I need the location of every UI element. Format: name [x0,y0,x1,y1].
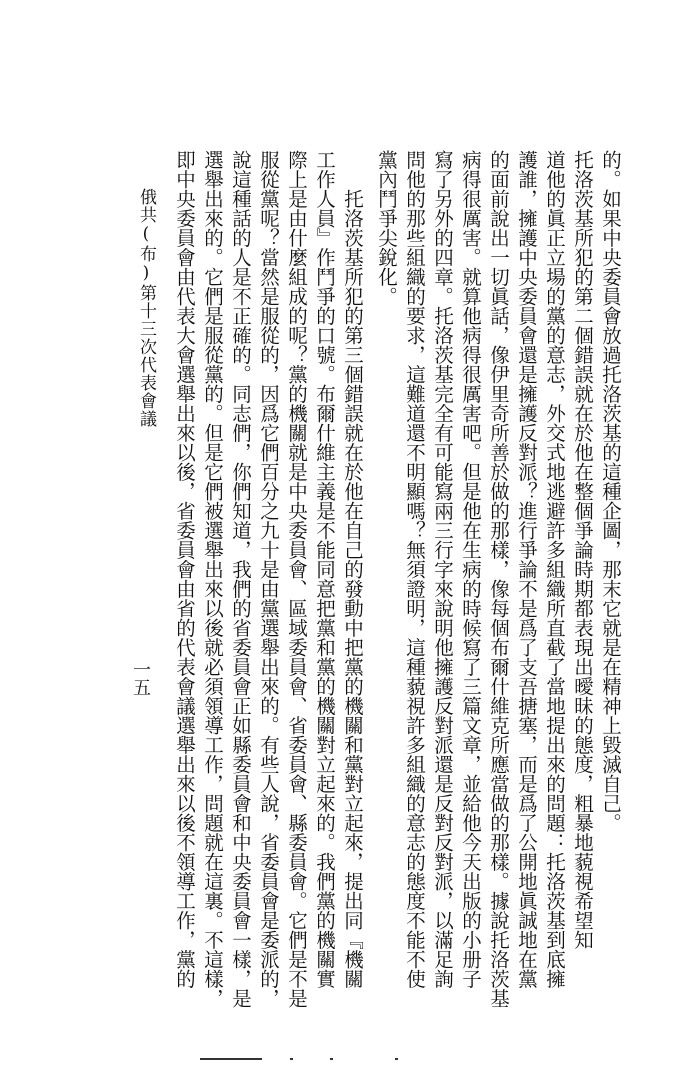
text-column: 服從黨呢？當然是服從的，因爲它們百分之九十是由黨選舉出來的。有些人說，省委員會是委派的， [257,150,280,1008]
text-column: 托洛茨基所犯的第二個錯誤就在於他在整個爭論時期都表現出曖昧的態度，粗暴地藐視希望知 [571,150,594,950]
text-column: 托洛茨基所犯的第三個錯誤就在於他在自己的發動中把黨的機關和黨對立起來，提出同『機關 [341,150,364,989]
text-column: 際上是由什麼組成的呢？黨的機關就是中央委員會、區域委員會、省委員會、縣委員會。它們是不是 [285,150,308,1008]
text-column: 護誰，擁護中央委員會還是擁護反對派？進行爭論不是爲了支吾搪塞，而是爲了公開地眞誠地在黨 [515,150,538,989]
text-column: 病得很厲害。就算他病得很厲害吧。但是他在生病的時候寫了三篇文章，並給他今天出版的小册子 [459,150,482,989]
text-column: 的。如果中央委員會放過托洛茨基的這種企圖，那末它就是在精神上毀滅自己。 [599,150,622,833]
text-column: 的面前說出一切眞話，像伊里奇所善於做的那樣，像每個布爾什維克所應當做的那樣。據說托洛茨基 [487,150,510,1008]
bottom-scan-marks [0,1058,688,1064]
text-column: 選舉出來的。它們是服從黨的。但是它們被選舉出來以後就必須領導工作，問題就在這裏。不這樣， [201,150,224,1008]
text-column: 問他的那些組織的要求，這難道還不明顯嗎？無須證明，這種藐視許多組織的意志的態度不能不使 [403,150,426,989]
text-column: 說這種話的人是不正確的。同志們，你們知道，我們的省委員會正如縣委員會和中央委員會一樣，是 [229,150,252,1008]
text-column: 寫了另外的四章。托洛茨基完全有可能寫兩三行字來說明他擁護反對派還是反對反對派，以滿足詢 [431,150,454,989]
text-column: 工作人員』作鬥爭的口號。布爾什維主義是不能同意把黨和黨的機關對立起來的。我們黨的機關實 [313,150,336,989]
running-header: 俄共(布)第十三次代表會議 [136,188,156,428]
text-column: 道他的眞正立場的黨的意志，外交式地逃避許多組織所直截了當地提出來的問題：托洛茨基到底擁 [543,150,566,989]
text-column: 黨內鬥爭尖銳化。 [375,150,398,306]
page-number: 一五 [130,660,151,696]
text-column: 即中央委員會由代表大會選舉出來以後，省委員會由省的代表會議選舉出來以後不領導工作，黨的 [173,150,196,989]
